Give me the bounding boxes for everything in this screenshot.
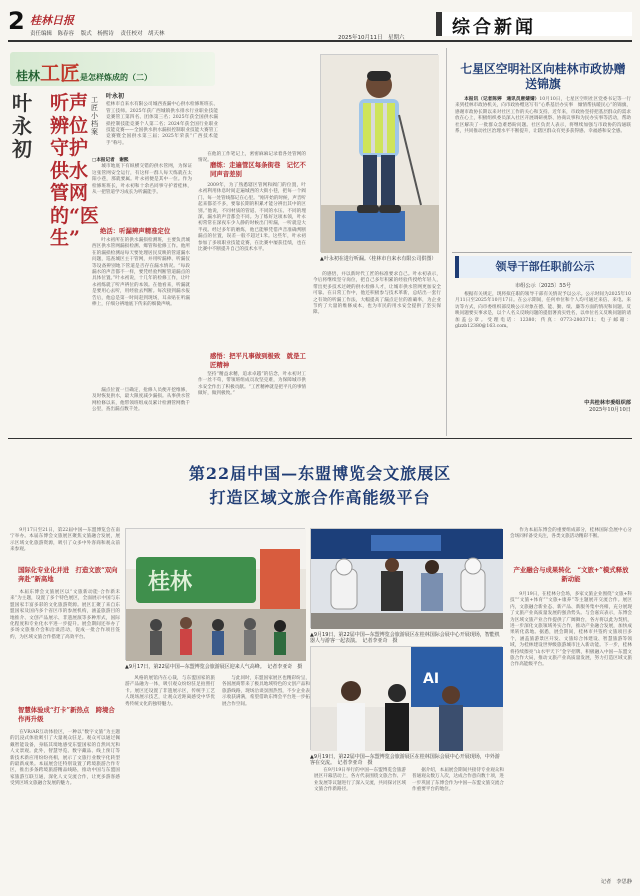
photo-worker-icon [321,55,439,253]
expo-headline: 第22届中国—东盟博览会文旅展区 打造区域文旅合作高能级平台 [188,464,452,507]
svg-text:桂林: 桂林 [148,570,193,595]
photo-caption: ▲9月17日，第22届中国—东盟博览会旅游展区迎来人气高峰。 记者李亚奇 摄 [125,664,303,670]
main-headline: 听声辨位守护供水管网的“医生” [50,92,99,249]
photo-visitors [310,646,502,750]
lead-paragraph: 城市地底下有纵横交错的供水管网，为保证这张管网安全运行，有这样一群人每天练就在太阳小巷，那就要属。叶永初便是其中一位。作为检修班班长，叶永初和十余名同事守护着桂林，从一把管道学习成长为听漏能手。 [92,164,192,196]
svg-text:AI: AI [423,671,440,687]
expo-column: 据介绍，本届展会期间共接待专业观众和普通观众数万人次，达成合作意向数十项，进一步巩固了东博会作为中国—东盟文旅交流合作重要平台的地位。 [412,768,504,793]
notice-headline: 七星区空明社区向桂林市政协赠送锦旗 [460,62,626,91]
subhead-spirit: 感悟：把平凡事做到极致 就是工匠精神 [210,352,306,369]
article-column: 的感悟，并以新时代工匠的标准要求自己。叶永初表示，今后将继续坚守岗位，把自己多年积累的经验传授给年轻人，带出更多技术过硬的供水检修人才，让城市供水管网更加安全可靠。在日常工作中，他还积极参与技术革新，总结出一套行之有效的听漏工作法，大幅提高了漏点定位的准确率，为企业节约了大量的维修成本，也为市民的用水安全提供了坚实保障。 [313,272,441,316]
editor-credits [30,29,170,37]
photo-caption: ▲9月19日，第22届中国—东盟博览会旅游展区在桂林国际会展中心开展现场，中外游客在交流。 记者李亚奇 摄 [310,754,500,766]
article-column: 漏点位置一旦确定，抢修人员便开挖维修，及时恢复供水，最大限度减少漏损。从事供水管网检修以来，他带领班组成员累计检测管网数千公里，查出漏点数千处。 [92,388,190,413]
article-column: 坚持“精益求精，追求卓越”的信念，叶永初对工作一丝不苟，带领班组成员攻坚克难，为保障城市供水安全作出了积极贡献。“工匠精神就是把平凡的事情做好，做到极致。” [198,372,307,397]
expo-column: 风格的展馆内在心裁，与东盟国家的旅游产品融为一体，吸引观众纷纷驻足拍照打卡。展区还设置了非遗展示区，传统手工艺人现场展示技艺，让观众近距离感受中华优秀传统文化的独特魅力。 [125,676,215,707]
column-divider [446,48,447,436]
section-banner [436,12,632,36]
expo-column: 9月17日至21日，第22届中国—东盟博览会在南宁举办。本届东博会文旅展区聚焦文旅融合发展，展示区域文化旅游资源，吸引了众多中外客商和观众前来参观。 [10,528,120,553]
article-column: 2009年，为了熟悉辖区管网和阀门的位置，叶永初利用休息时间走遍城西的大街小巷，把每一个阀门、每一处管线都记在心里。“刚开始的时候，声音听起来都差不多，要靠长期的积累才能分辨出其中的区别。”他说，不同材质的管道、不同的水压、不同的埋深，漏水的声音都会不同。为了练好这项本领，叶永初常常在深夜车少人静的时候出门听漏，一听就是大半夜。经过多年的磨炼，他已能够凭借声音准确判断漏点的位置，误差一般不超过1米。这些年，叶永初参加了多项职业技能竞赛，在比赛中屡获佳绩，也在比赛中不断提升自己的技术水平。 [198,183,307,253]
photo-worker [320,54,438,252]
photo-expo [125,528,305,660]
photo-caption: ▲叶永初在进行听漏。（桂林市自来水有限公司供图） [320,256,437,262]
notice-body: 本报讯（记者陈婷 通讯员唐婧婧）10月10日，七星区空明社区党委书记等一行来到桂林市政协机关，向市政协赠送写有“心系基层办实事 倾情帮扶暖民心”的锦旗，感谢市政协长期以来对社区工作的关心和支持。近年来，市政协坚持把基层群众的需求放在心上，积极组织委员深入社区开展调研视察、协商议事和为民办实事等活动，帮助社区解决了一批群众急难愁盼问题。社区负责人表示，将继续加强与市政协的沟通联系，共同推动社区治理水平不断提升，让辖区群众有更多获得感、幸福感和安全感。 [455,97,631,135]
notice-number: 市组公示〔2025〕55号 [514,283,572,289]
paper-name: 桂林日报 [30,14,74,27]
article-column: 在他的工作笔记上，密密麻麻记录着各处管网的情况。 [198,152,306,164]
masthead [8,6,632,42]
photo-caption: ▲9月19日，第22届中国—东盟博览会旅游展区在桂林国际会展中心开展现场，智能机器人与游客一起表演。 记者李亚奇 摄 [310,632,500,644]
expo-subhead: 国际化专业化并进 打造文旅“双向奔赴”新高地 [18,566,118,583]
expo-subhead: 智慧体验成“打卡”新热点 跨境合作再升级 [18,706,115,723]
notice-signature: 中共桂林市委组织部 2025年10月10日 [584,400,631,413]
photo-visitors-icon [311,647,503,751]
expo-subhead: 产业融合与成果转化 “文旅+”模式释放新动能 [513,566,629,583]
expo-column: 作为本届东博会的重要组成部分，桂林国际会展中心分会场同样备受关注，各类文旅活动精彩不断。 [510,528,632,540]
profile-name: 叶永初 [106,93,125,100]
section-title: 综合新闻 [452,17,536,38]
expo-column: 本届东博会文旅展区以“文旅新动能·合作新未来”为主题，设置了多个特色展区，全面展示中国与东盟国家丰富多彩的文化旅游资源。展区汇聚了来自东盟国家及国内多个省区市的参展机构，涵盖旅游目的地推介、文创产品展示、非遗展演等多种形式，国际化程度和专业化水平进一步提升。展会期间还举办了多场文旅推介会和洽谈活动，促成一批合作项目签约，为区域文旅合作搭建了高效平台。 [10,590,120,640]
subhead-skill: 绝活：听漏辨声精准定位 [100,227,171,235]
reporter-credit: 记者 李思静 [600,879,632,885]
section-rule [8,438,632,439]
series-tag: 工匠小档案 [91,96,98,136]
photo-expo-icon [126,529,306,661]
issue-date: 2025年10月11日 星期六 [338,35,405,41]
public-notice-body: 根据有关规定，现将拟任职的领导干部有关情况予以公示。公示时间为2025年10月11日至2025年10月17日。在公示期间，任何单位和个人均可通过来信、来电、来访等方式，向市委组织部反映公示对象在德、能、勤、绩、廉等方面的情况和问题。反映问题要实事求是，以个人名义反映问题的提倡署真实姓名，以单位名义反映问题的请加盖公章。受理电话：12380；传真：0773-2803711；电子邮箱：glzzb12380@163.com。 [455,292,631,330]
article-lead [92,158,192,218]
proofread-credit: 责任校对 胡天林 [120,31,165,37]
expo-column: 在VR/AR互动体验区，一种以“数字文旅”为主题的沉浸式体验吸引了大量观众驻足。观众可以通过佩戴智能设备，身临其境地感受东盟国家的自然风光和人文景观。此外，智慧导览、数字藏品、线上预订等新技术新应用纷纷亮相，展示了文旅行业数字化转型的最新成果。本届展会还特别设置了跨境旅游合作专区，推出多条跨境旅游精品线路，推动中国与东盟国家旅游互联互通，深化人文交流合作，让更多游客感受到区域文旅融合发展的魅力。 [10,730,120,787]
photo-robot [310,528,502,628]
byline: □本报记者 谢熙 [92,158,129,163]
layout-credit: 版式 杨熙诗 [80,31,114,37]
hero-name: 叶永初 [12,91,32,161]
expo-column: 与此同时，东盟国家展区也精彩纷呈，各国展商带来了极具地域特色的文创产品和旅游线路，现场洽谈氛围热烈，不少企业表示收获满满，希望借助东博会平台进一步拓展合作空间。 [222,676,310,707]
editor-credit: 责任编辑 陈春容 [30,31,75,37]
expo-column: 9月19日，在桂林分会场，多家文旅企业围绕“文旅+科技”“文旅+体育”“文旅+康养”等主题展开交流合作。展区内，文旅融合新业态、新产品、新服务集中亮相，充分展现了文旅产业高质量发展的强劲势头。与会嘉宾表示，东博会为区域文旅产业合作提供了广阔舞台，各方将以此为契机，进一步深化文旅领域务实合作，推动产业融合发展，加快成果转化落地。据悉，展会期间，桂林市共签约文旅项目多个，涵盖旅游景区开发、文旅综合体建设、智慧旅游等领域，为桂林建设世界级旅游城市注入新动能。下一步，桂林将持续擦亮“山水甲天下”金字招牌，积极融入中国—东盟文旅合作大局，推动文旅产业高质量发展，努力打造区域文旅合作高能级平台。 [510,592,632,668]
series-title: 桂林工匠是怎样炼成的（二） [16,61,153,85]
article-column: 叶永初所在的供水漏损检测班，主要负责城西区供水管网漏损检测、爆管和抢修工作。他所在的漏损检测站每天要处理居民反映的管道漏水问题，巡查城区主干管网，并用听漏棒、听漏仪等设备辨别地下管道是否存在漏水情况。“每段漏水的声音都不一样，要凭经验判断管道漏点的具体位置。”叶永初说，十几年的检修工作，让叶永初练就了听声辨位的本领。在他看来，听漏就是要用心去听，用经验去判断。每次接到漏水报告后，他总是第一时间赶到现场，耳朵贴在听漏棒上，仔细分辨地底下传来的细微声响。 [92,238,190,308]
subhead-training: 磨练：走遍管区每条街巷 记忆不同声音差别 [210,161,306,178]
photo-robot-icon [311,529,503,629]
series-banner [10,52,215,86]
public-notice-title: 领导干部任职前公示 [455,256,631,278]
profile-box [106,94,218,148]
expo-column: 在9月19日举行的中国—东盟博览会旅游展区开幕活动上，各方代表围绕文旅合作、产业发展等议题进行了深入交流，共同探讨区域文旅合作新路径。 [314,768,406,793]
profile-text: 桂林市自来水有限公司城西查漏中心供水检修班班长、管工技师。2025年获广西城镇供水排水行业职业技能竞赛管工第四名、团体第三名；2025年获全国供水漏损控制技能竞赛个人第二名；2024年获全国行业职业技能竞赛——全国供水供水漏损控制职业技能大赛管工竞赛暨全国供水第三届；2025年荣获“广西技术能手”称号。 [106,102,218,146]
page-number: 2 [8,7,25,35]
section-divider [452,252,632,253]
